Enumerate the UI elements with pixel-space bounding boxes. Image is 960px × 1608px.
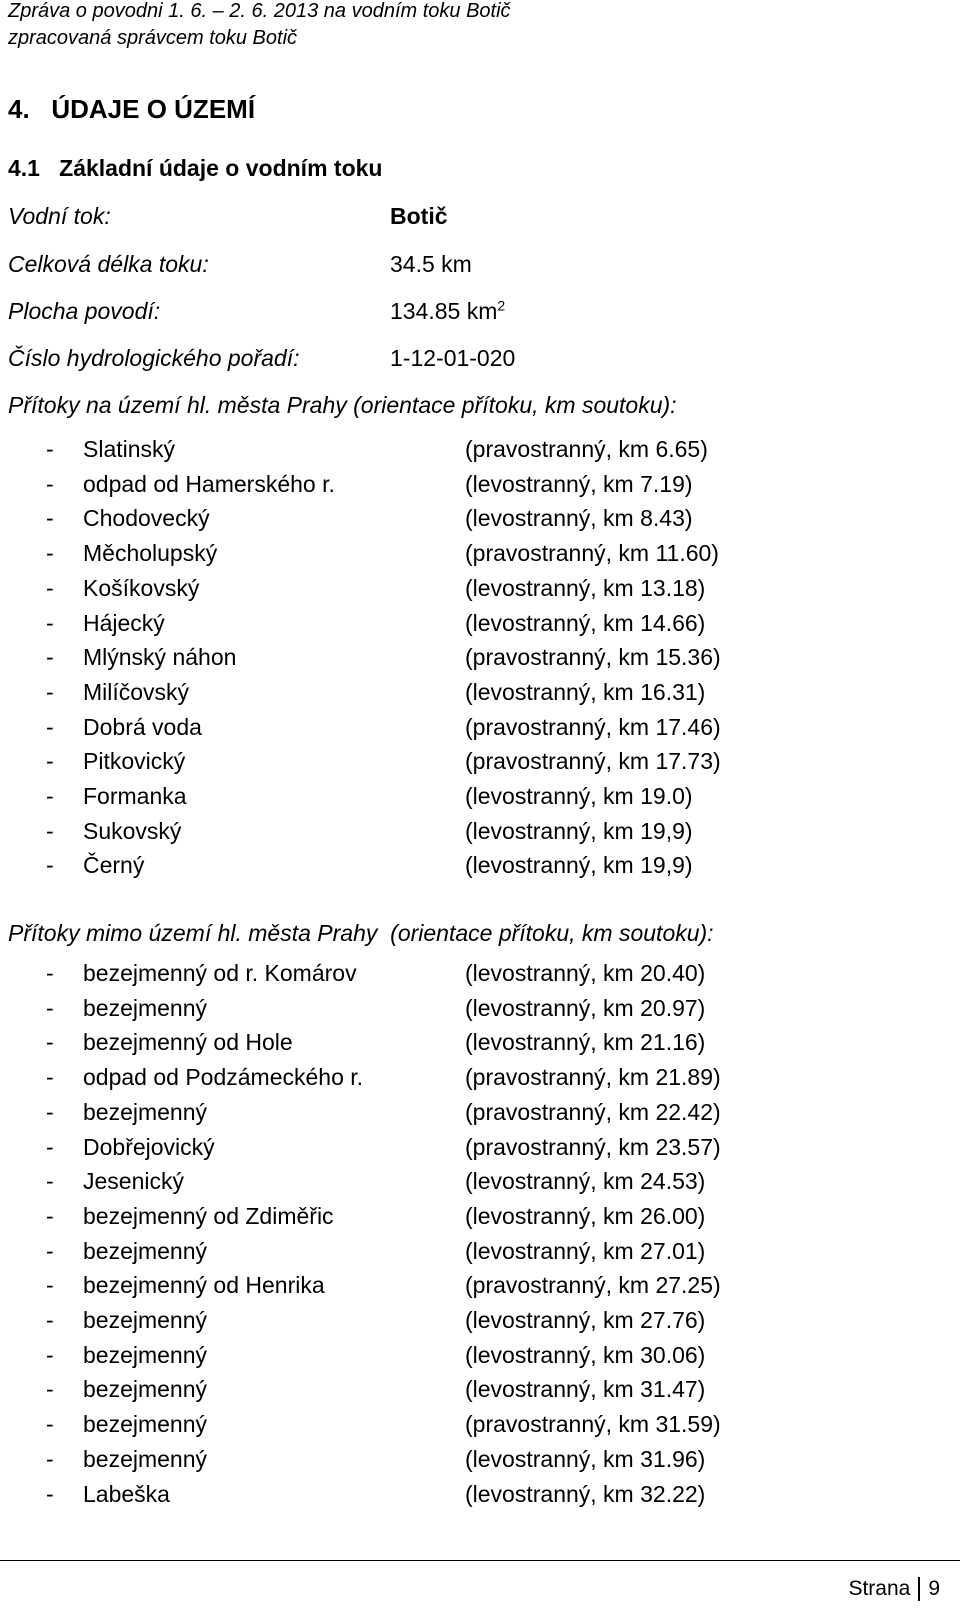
page-number: 9 <box>928 1577 940 1600</box>
list-item <box>0 1164 960 1199</box>
list-item <box>0 606 960 641</box>
tributary-info: (levostranný, km 8.43) <box>465 505 693 532</box>
list-item <box>0 1130 960 1165</box>
list-bullet: - <box>46 540 54 567</box>
tributary-name: Měcholupský <box>83 540 218 567</box>
tributary-name: Chodovecký <box>83 505 210 532</box>
list-item <box>0 1407 960 1442</box>
tributary-info: (levostranný, km 16.31) <box>465 678 706 705</box>
list-item <box>0 571 960 606</box>
tributary-info: (levostranný, km 14.66) <box>465 609 706 636</box>
page-footer <box>848 1577 940 1601</box>
tributary-name: Hájecký <box>83 609 165 636</box>
list-bullet: - <box>46 574 54 601</box>
tributary-name: odpad od Podzámeckého r. <box>83 1064 364 1091</box>
tributary-info: (pravostranný, km 31.59) <box>465 1411 721 1438</box>
tributary-info: (pravostranný, km 23.57) <box>465 1133 721 1160</box>
tributary-name: Formanka <box>83 783 187 809</box>
list-bullet: - <box>46 960 54 986</box>
subsection-heading: 4.1 Základní údaje o vodním toku <box>8 155 383 181</box>
list-bullet: - <box>46 644 54 671</box>
list-bullet: - <box>46 1029 54 1056</box>
length-label: Celková délka toku: <box>8 251 209 277</box>
tributary-info: (pravostranný, km 6.65) <box>465 436 708 462</box>
list-bullet: - <box>46 1376 54 1403</box>
tributary-name: bezejmenný <box>83 994 208 1021</box>
list-bullet: - <box>46 436 54 462</box>
list-bullet: - <box>46 1098 54 1125</box>
tributary-info: (levostranný, km 32.22) <box>465 1480 706 1507</box>
list-bullet: - <box>46 1411 54 1438</box>
tributary-name: Milíčovský <box>83 678 190 705</box>
list-bullet: - <box>46 470 54 497</box>
tributary-info: (pravostranný, km 27.25) <box>465 1272 721 1299</box>
tributary-info: (levostranný, km 27.76) <box>465 1307 706 1333</box>
watercourse-label: Vodní tok: <box>8 203 111 229</box>
footer-divider <box>0 1560 960 1561</box>
list-item <box>0 1199 960 1234</box>
tributary-info: (pravostranný, km 22.42) <box>465 1098 721 1125</box>
tributary-info: (pravostranný, km 17.46) <box>465 713 721 740</box>
tributary-name: bezejmenný <box>83 1237 208 1264</box>
prague-tributaries-title: Přítoky na území hl. města Prahy (orientace přítoku, km soutoku): <box>8 392 677 418</box>
list-bullet: - <box>46 783 54 809</box>
list-item <box>0 814 960 849</box>
list-item <box>0 956 960 991</box>
tributary-name: odpad od Hamerského r. <box>83 470 335 497</box>
tributary-info: (levostranný, km 24.53) <box>465 1168 706 1195</box>
area-value-number: 134.85 km <box>390 298 498 324</box>
list-bullet: - <box>46 994 54 1021</box>
tributary-info: (pravostranný, km 21.89) <box>465 1064 721 1091</box>
list-bullet: - <box>46 852 54 879</box>
tributary-name: bezejmenný <box>83 1411 208 1438</box>
tributary-name: bezejmenný <box>83 1098 208 1125</box>
tributary-name: bezejmenný <box>83 1341 208 1368</box>
list-item <box>0 675 960 710</box>
list-bullet: - <box>46 505 54 532</box>
tributary-name: bezejmenný <box>83 1376 208 1403</box>
tributary-name: Mlýnský náhon <box>83 644 237 671</box>
list-item <box>0 848 960 883</box>
tributary-name: Labeška <box>83 1480 170 1507</box>
list-bullet: - <box>46 609 54 636</box>
length-value: 34.5 km <box>390 251 472 277</box>
tributary-name: bezejmenný <box>83 1445 208 1472</box>
order-value: 1-12-01-020 <box>390 345 516 371</box>
list-item <box>0 1025 960 1060</box>
outside-tributaries-title: Přítoky mimo území hl. města Prahy (orientace přítoku, km soutoku): <box>8 920 714 946</box>
tributary-info: (levostranný, km 19,9) <box>465 817 693 844</box>
tributary-name: bezejmenný od r. Komárov <box>83 960 357 986</box>
tributary-info: (levostranný, km 13.18) <box>465 574 706 601</box>
list-item <box>0 640 960 675</box>
list-item <box>0 710 960 745</box>
list-bullet: - <box>46 748 54 775</box>
list-bullet: - <box>46 713 54 740</box>
area-label: Plocha povodí: <box>8 298 161 324</box>
list-item <box>0 1477 960 1512</box>
list-bullet: - <box>46 678 54 705</box>
header-line-1: Zpráva o povodni 1. 6. – 2. 6. 2013 na vodním toku Botič <box>8 0 511 22</box>
tributary-name: Slatinský <box>83 436 176 462</box>
page-label: Strana <box>848 1577 911 1600</box>
tributary-name: bezejmenný od Hole <box>83 1029 293 1056</box>
area-value <box>390 298 505 325</box>
tributary-info: (levostranný, km 27.01) <box>465 1237 706 1264</box>
tributary-name: Sukovský <box>83 817 182 844</box>
footer-separator <box>918 1577 920 1601</box>
list-item <box>0 467 960 502</box>
tributary-info: (levostranný, km 21.16) <box>465 1029 706 1056</box>
tributary-info: (levostranný, km 30.06) <box>465 1341 706 1368</box>
list-bullet: - <box>46 1307 54 1333</box>
header-line-2: zpracovaná správcem toku Botič <box>8 27 298 49</box>
tributary-name: bezejmenný od Zdiměřic <box>83 1202 334 1229</box>
tributary-info: (levostranný, km 31.47) <box>465 1376 706 1403</box>
tributary-name: Košíkovský <box>83 574 200 601</box>
list-item <box>0 779 960 814</box>
list-item <box>0 501 960 536</box>
list-bullet: - <box>46 817 54 844</box>
list-bullet: - <box>46 1133 54 1160</box>
tributary-info: (levostranný, km 31.96) <box>465 1445 706 1472</box>
list-bullet: - <box>46 1445 54 1472</box>
list-item <box>0 1268 960 1303</box>
list-item <box>0 1060 960 1095</box>
tributary-info: (pravostranný, km 17.73) <box>465 748 721 775</box>
tributary-info: (levostranný, km 19.0) <box>465 783 693 809</box>
list-item <box>0 1234 960 1269</box>
list-bullet: - <box>46 1168 54 1195</box>
tributary-name: bezejmenný od Henrika <box>83 1272 325 1299</box>
order-label: Číslo hydrologického pořadí: <box>8 345 300 371</box>
tributary-info: (levostranný, km 20.40) <box>465 960 706 986</box>
list-item <box>0 1372 960 1407</box>
area-unit-exponent: 2 <box>497 297 506 314</box>
list-item <box>0 1095 960 1130</box>
list-item <box>0 432 960 467</box>
tributary-name: Dobřejovický <box>83 1133 215 1160</box>
tributary-name: Jesenický <box>83 1168 184 1195</box>
list-bullet: - <box>46 1341 54 1368</box>
tributary-name: Černý <box>83 852 145 879</box>
list-item <box>0 744 960 779</box>
list-bullet: - <box>46 1237 54 1264</box>
section-heading: 4. ÚDAJE O ÚZEMÍ <box>8 94 256 124</box>
tributary-info: (levostranný, km 20.97) <box>465 994 706 1021</box>
list-bullet: - <box>46 1272 54 1299</box>
tributary-name: Pitkovický <box>83 748 186 775</box>
list-item <box>0 536 960 571</box>
tributary-info: (pravostranný, km 11.60) <box>465 540 719 567</box>
tributary-info: (levostranný, km 7.19) <box>465 470 693 497</box>
watercourse-value: Botič <box>390 203 448 229</box>
tributary-name: bezejmenný <box>83 1307 208 1333</box>
list-item <box>0 1338 960 1373</box>
list-bullet: - <box>46 1480 54 1507</box>
list-bullet: - <box>46 1202 54 1229</box>
list-item <box>0 1303 960 1338</box>
tributary-name: Dobrá voda <box>83 713 202 740</box>
tributary-info: (levostranný, km 26.00) <box>465 1202 706 1229</box>
list-bullet: - <box>46 1064 54 1091</box>
list-item <box>0 1442 960 1477</box>
list-item <box>0 991 960 1026</box>
tributary-info: (pravostranný, km 15.36) <box>465 644 721 671</box>
tributary-info: (levostranný, km 19,9) <box>465 852 693 879</box>
